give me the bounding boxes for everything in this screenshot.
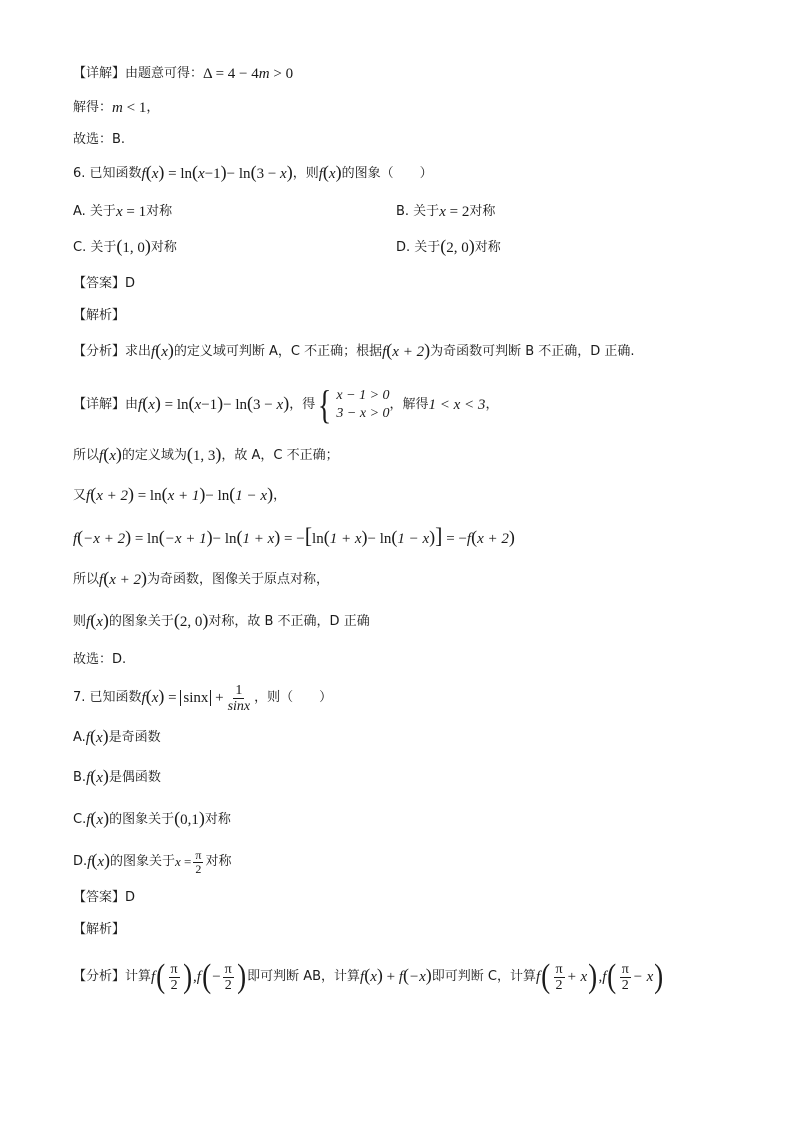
option-6d: D. 关于 (2, 0) 对称	[396, 236, 501, 256]
question-6: 6. 已知函数 f(x) = ln(x−1)− ln(3 − x) ，则 f(x) 的图象（ ）	[73, 162, 433, 182]
question-7: 7. 已知函数 f(x) = sinx + $\frac{1}{\sin x}$ ，则（ ）	[73, 682, 333, 714]
option-6b: B. 关于 x = 2 对称	[396, 204, 496, 220]
analysis-tag-7: 【解析】	[73, 922, 126, 937]
option-7a: A. f(x) 是奇函数	[73, 726, 161, 746]
detail-6: 【详解】 由 f(x) = ln(x−1)− ln(3 − x) ，得 { x − 1 > 0 3 − x > 0 ，解得 1 < x < 3 ，	[73, 382, 499, 427]
choice-line: 故选：B.	[73, 132, 126, 147]
odd-check-line: f(−x + 2) = ln(−x + 1)− ln(1 + x) = −[ln(1 + x)− ln(1 − x)] = −f(x + 2)	[73, 523, 515, 548]
analysis-6: 【分析】 求出 f(x) 的定义域可判断 A，C 不正确；根据 f(x + 2) 为奇函数可判断 B 不正确，D 正确.	[73, 340, 635, 360]
choice-line-6: 故选：D.	[73, 652, 127, 667]
option-7d: D. f(x) 的图象关于 x = $\frac{\pi}{2}$ 对称	[73, 847, 232, 876]
fraction: $\frac{1}{\sin x}$	[227, 682, 251, 714]
answer-6: 【答案】 D	[73, 276, 136, 291]
solve-line: 解得： m < 1 ，	[73, 100, 160, 116]
option-6c: C. 关于 (1, 0) 对称	[73, 236, 177, 256]
option-6a: A. 关于 x = 1 对称	[73, 204, 173, 220]
option-7c: C. f(x) 的图象关于 (0,1) 对称	[73, 808, 231, 828]
analysis-7: 【分析】 计算 f ( $\frac{\pi}{2}$ ) , f ( − $\frac{\pi}{2}$ ) 即可判断 AB，计算 f(x) + f(−x) 即可判断 C，计算 f ( $\frac{\pi}{2}$ + x ) , f ( $\frac{\pi}{2}$ − x )	[73, 958, 664, 995]
option-7b: B. f(x) 是偶函数	[73, 766, 161, 786]
section-tag: 【详解】	[73, 66, 126, 81]
detail-line-5: 【详解】 由题意可得： Δ = 4 − 4m > 0	[73, 62, 293, 86]
analysis-tag-6: 【解析】	[73, 308, 126, 323]
odd-conclusion: 所以 f(x + 2) 为奇函数，图像关于原点对称，	[73, 568, 329, 588]
symmetry-conclusion: 则 f(x) 的图象关于 (2, 0) 对称，故 B 不正确，D 正确	[73, 610, 370, 630]
domain-line: 所以 f(x) 的定义域为 (1, 3) ，故 A，C 不正确；	[73, 444, 339, 464]
inequality-system: { x − 1 > 0 3 − x > 0	[318, 382, 390, 427]
answer-7: 【答案】 D	[73, 890, 136, 905]
shift-line: 又 f(x + 2) = ln(x + 1)− ln(1 − x) ，	[73, 484, 287, 504]
